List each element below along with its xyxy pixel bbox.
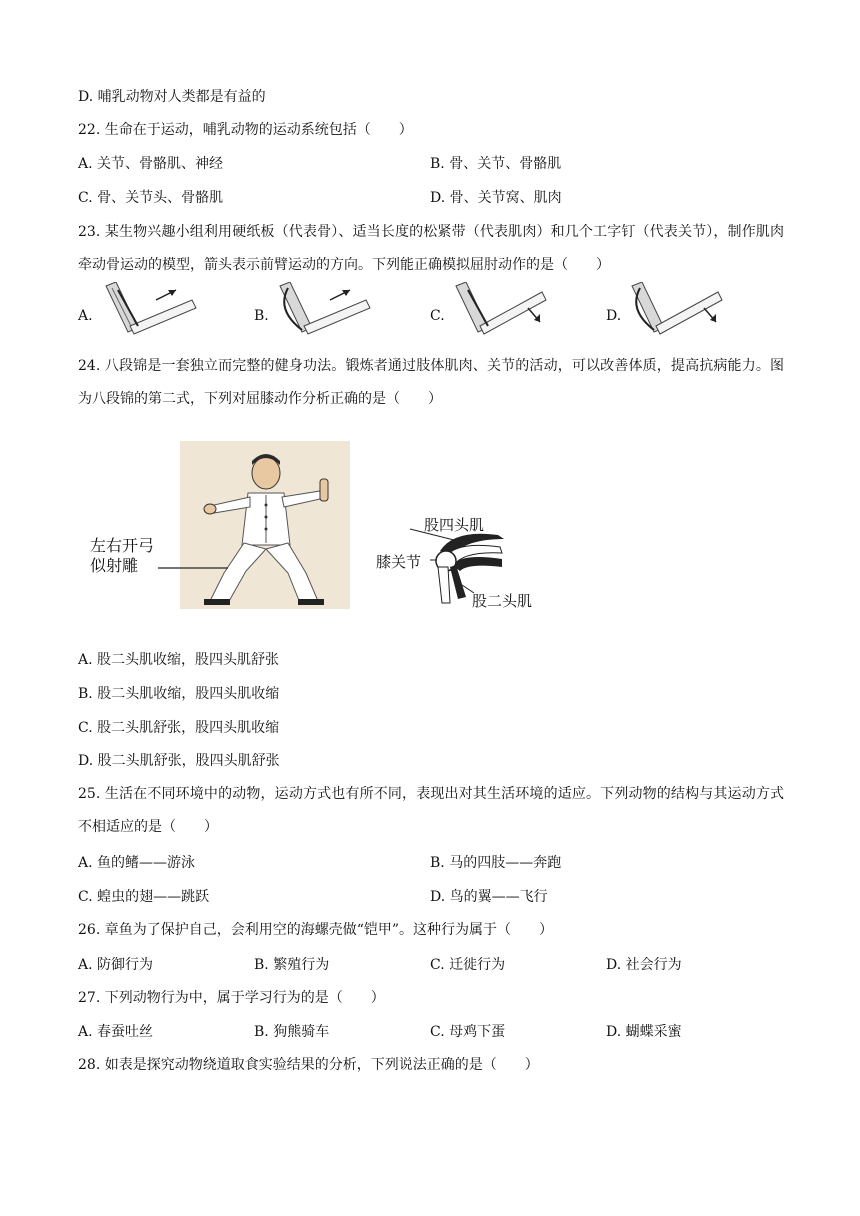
q25-option-b: B. 马的四肢——奔跑 xyxy=(430,855,562,871)
q23-label-a: A. xyxy=(78,308,93,324)
q26-option-c: C. 迁徙行为 xyxy=(430,957,506,973)
label-quadriceps: 股四头肌 xyxy=(424,516,485,534)
q25-option-a: A. 鱼的鳍——游泳 xyxy=(78,855,196,871)
forearm-board xyxy=(304,300,370,334)
q23-stem: 23. 某生物兴趣小组利用硬纸板（代表骨）、适当长度的松紧带（代表肌肉）和几个工字钉（代表关节），制作肌肉牵动骨运动的模型，箭头表示前臂运动的方向。下列能正确模拟屈肘动作的是（ ） xyxy=(78,224,784,273)
label-knee-joint: 膝关节 xyxy=(376,553,422,571)
q22-stem: 22. 生命在于运动，哺乳动物的运动系统包括（ ） xyxy=(78,122,413,138)
q23-label-b: B. xyxy=(254,308,269,324)
forearm-board xyxy=(480,292,546,334)
right-shoe xyxy=(298,599,324,605)
q22-option-c: C. 骨、关节头、骨骼肌 xyxy=(78,190,224,206)
q27-option-c: C. 母鸡下蛋 xyxy=(430,1024,506,1040)
q26-option-a: A. 防御行为 xyxy=(78,957,154,973)
biceps-femoris xyxy=(450,565,466,599)
figure-caption-line1: 左右开弓 xyxy=(90,536,155,555)
q23-label-d: D. xyxy=(606,308,622,324)
figure-caption xyxy=(90,536,154,576)
q22-option-a: A. 关节、骨骼肌、神经 xyxy=(78,156,224,172)
q24-option-d: D. 股二头肌舒张，股四头肌舒张 xyxy=(78,753,280,769)
exercise-person-illustration xyxy=(180,441,350,609)
fist xyxy=(204,504,216,514)
q26-stem: 26. 章鱼为了保护自己，会利用空的海螺壳做“铠甲”。这种行为属于（ ） xyxy=(78,922,554,938)
label-biceps-femoris: 股二头肌 xyxy=(472,592,533,610)
q23-figure-b xyxy=(278,282,378,342)
left-arm xyxy=(214,497,250,513)
q23-label-c: C. xyxy=(430,308,445,324)
q27-option-b: B. 狗熊骑车 xyxy=(254,1024,330,1040)
q24-option-c: C. 股二头肌舒张，股四头肌收缩 xyxy=(78,720,280,736)
q22-option-b: B. 骨、关节、骨骼肌 xyxy=(430,156,562,172)
left-shoe xyxy=(204,599,230,605)
exercise-photo xyxy=(180,441,350,609)
q23-figure-d xyxy=(630,282,730,342)
q27-option-a: A. 春蚕吐丝 xyxy=(78,1024,154,1040)
forearm-board xyxy=(130,300,196,334)
q26-option-d: D. 社会行为 xyxy=(606,957,682,973)
q25-option-c: C. 蝗虫的翅——跳跃 xyxy=(78,889,210,905)
head xyxy=(252,457,280,489)
left-leg xyxy=(210,543,266,603)
right-arm xyxy=(282,491,320,507)
tibia xyxy=(438,567,450,603)
q26-option-b: B. 繁殖行为 xyxy=(254,957,330,973)
right-leg xyxy=(266,543,318,603)
q24-stem: 24. 八段锦是一套独立而完整的健身功法。锻炼者通过肢体肌肉、关节的活动，可以改善体质，提高抗病能力。图为八段锦的第二式，下列对屈膝动作分析正确的是（ ） xyxy=(78,358,784,407)
q23-figure-c xyxy=(454,282,554,342)
forearm-board xyxy=(656,292,722,334)
caption-pointer-line xyxy=(158,566,228,570)
q27-option-d: D. 蝴蝶采蜜 xyxy=(606,1024,682,1040)
q21-option-d: D. 哺乳动物对人类都是有益的 xyxy=(78,89,266,105)
q28-stem: 28. 如表是探究动物绕道取食实验结果的分析，下列说法正确的是（ ） xyxy=(78,1057,539,1073)
q23-figure-a xyxy=(104,282,204,342)
figure-caption-line2: 似射雕 xyxy=(90,556,139,575)
q22-option-d: D. 骨、关节窝、肌肉 xyxy=(430,190,562,206)
q24-option-b: B. 股二头肌收缩，股四头肌收缩 xyxy=(78,686,280,702)
q25-option-d: D. 鸟的翼——飞行 xyxy=(430,889,548,905)
q24-option-a: A. 股二头肌收缩，股四头肌舒张 xyxy=(78,652,280,668)
raised-hand xyxy=(320,479,328,501)
q27-stem: 27. 下列动物行为中，属于学习行为的是（ ） xyxy=(78,990,385,1006)
q25-stem: 25. 生活在不同环境中的动物，运动方式也有所不同，表现出对其生活环境的适应。下列动物的结构与其运动方式不相适应的是（ ） xyxy=(78,786,784,835)
